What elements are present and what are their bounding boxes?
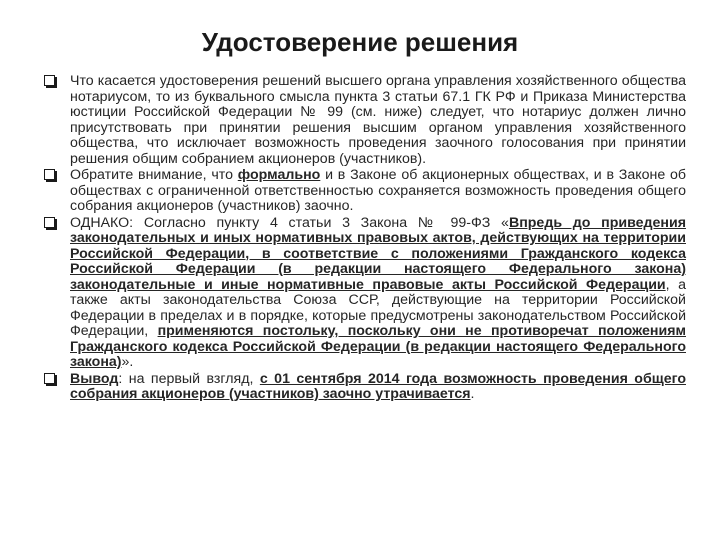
bullet-text: ».: [121, 354, 134, 370]
bullet-marker-icon: [44, 75, 55, 86]
conclusion-label: Вывод: [70, 370, 119, 387]
bullet-item: [44, 74, 686, 167]
bullet-marker-icon: [44, 373, 55, 384]
bullet-text: и в Законе об акционерных обществах, и в Законе об обществах с ограниченной ответственностью сохраняется возможность проведения общего собрания акционеров (участников) заочно.: [70, 167, 686, 214]
bullet-text: Обратите внимание, что: [70, 167, 238, 183]
bullet-item: [44, 168, 686, 215]
bullet-text: : на первый взгляд,: [118, 370, 260, 387]
bullet-item: [44, 372, 686, 403]
bullet-text: ОДНАКО: Согласно пункту 4 статьи 3 Закона № 99-ФЗ «: [70, 214, 509, 231]
slide-title: Удостоверение решения: [201, 27, 519, 57]
bullet-list: [44, 74, 686, 404]
emphasis-text: с 01 сентября 2014 года возможность проведения общего собрания акционеров (участников) заочно утрачивается: [70, 370, 686, 402]
bullet-text: .: [470, 386, 475, 402]
bullet-text: Что касается удостоверения решений высшего органа управления хозяйственного общества нотариусом, то из буквального смысла пункта 3 статьи 67.1 ГК РФ и Приказа Министерства юстиции Российской Федерации № 99 (см. ниже) следует, что нотариус должен лично присутствовать при принятии решения высшим органом управления хозяйственного общества, что исключает возможность проведения заочного голосования при принятии решения общим собранием акционеров (участников).: [70, 73, 686, 167]
emphasis-text: применяются постольку, поскольку они не противоречат положениям Гражданского кодекса Российской Федерации (в редакции настоящего Федерального закона): [70, 323, 686, 370]
bullet-item: [44, 216, 686, 371]
emphasis-text: Впредь до приведения законодательных и иных нормативных правовых актов, действующих на территории Российской Федерации, в соответствие с положениями Гражданского кодекса Российской Федерации (в редакции настоящего Федерального закона) законодательные и иные нормативные правовые акты Российской Федерации: [70, 214, 686, 293]
bullet-marker-icon: [44, 169, 55, 180]
bullet-marker-icon: [44, 217, 55, 228]
bullet-text: , а также акты законодательства Союза ССР, действующие на территории Российской Федерации в пределах и в порядке, которые предусмотрены законодательством Российской Федерации,: [70, 276, 687, 339]
emphasis-text: формально: [237, 167, 321, 183]
